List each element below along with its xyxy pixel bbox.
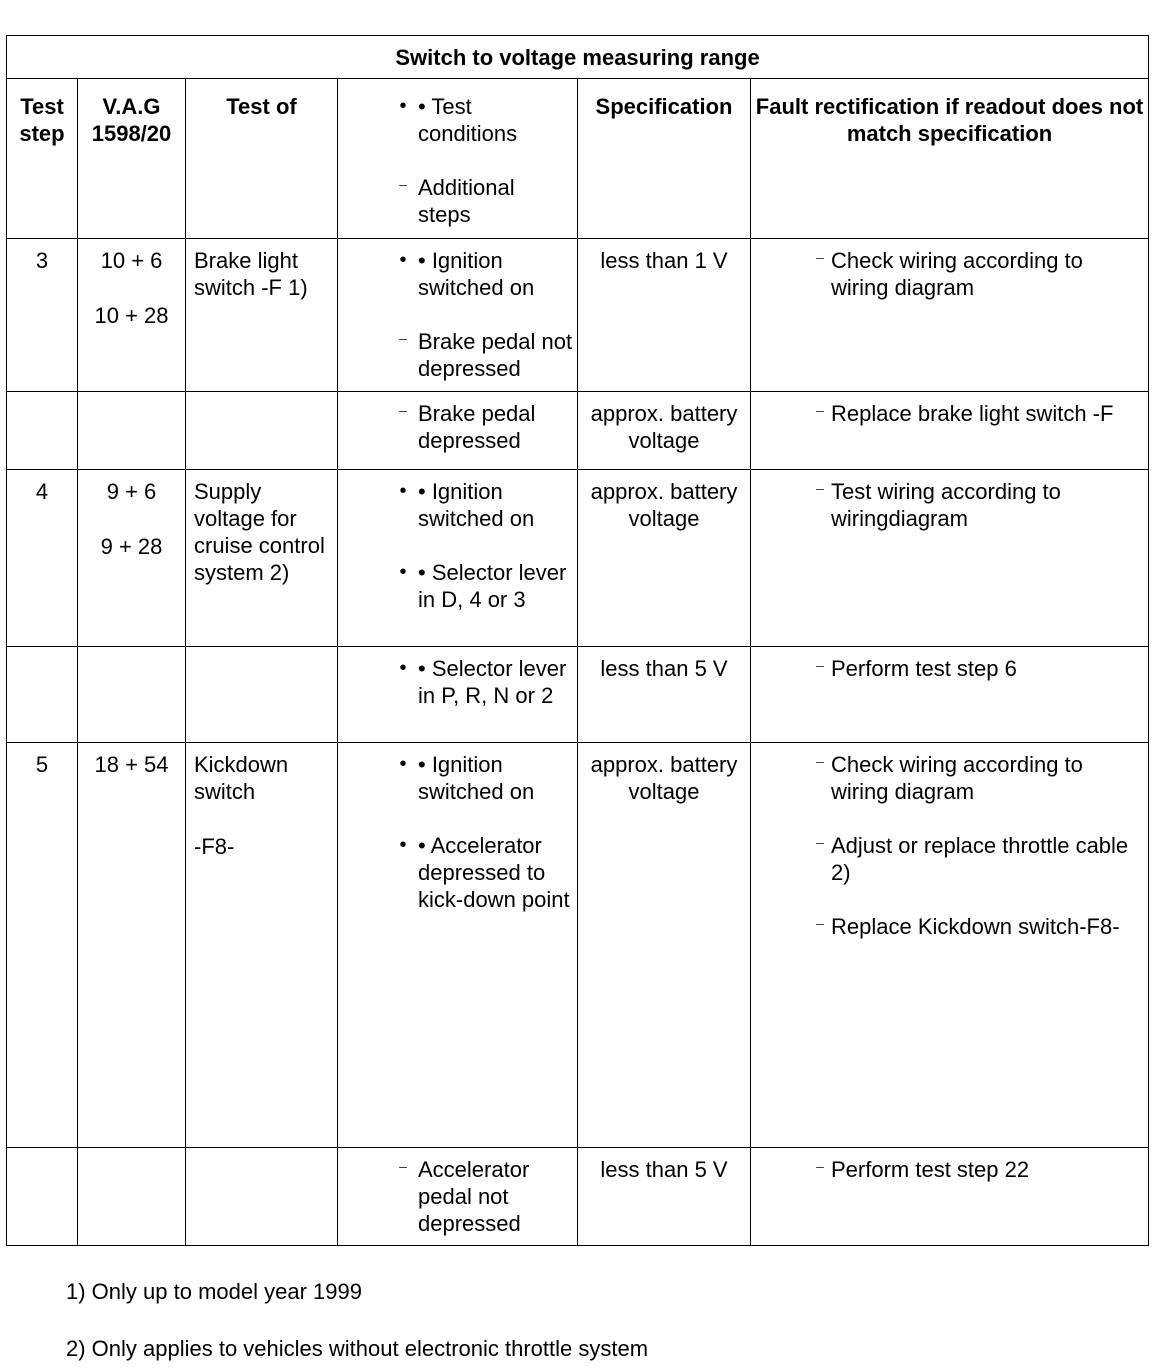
condition-item: • • Ignition switched on [338,478,573,532]
cell-conditions [338,743,578,1148]
cell-conditions [338,392,578,470]
fix-item: – Test wiring according to wiringdiagram [751,478,1142,532]
bullet-icon: • [399,834,407,856]
cell-conditions [338,647,578,743]
cell-test-step [7,647,78,743]
fix-item: – Replace Kickdown switch-F8- [751,913,1142,940]
footnote-2: 2) Only applies to vehicles without electronic throttle system [66,1336,649,1361]
cell-test-of [186,1148,338,1246]
dash-icon: – [816,657,824,673]
cell-fault-rectification [751,743,1149,1148]
cell-specification: approx. battery voltage [578,470,751,647]
cell-specification: less than 5 V [578,647,751,743]
cell-fault-rectification [751,239,1149,392]
dash-icon: – [816,1158,824,1174]
cell-test-of: Supply voltage for cruise control system 2) [186,470,338,647]
cell-vag: 9 + 6 9 + 28 [78,470,186,647]
condition-item: • • Accelerator depressed to kick-down point [338,832,573,913]
bullet-icon: • [399,480,407,502]
condition-item: • • Ignition switched on [338,247,573,301]
cell-vag [78,1148,186,1246]
cell-conditions [338,470,578,647]
dash-icon: – [399,176,407,192]
fix-item: – Perform test step 22 [751,1156,1142,1183]
table-row [7,239,1149,392]
cell-conditions [338,1148,578,1246]
bullet-icon: • [399,249,407,271]
dash-icon: – [816,915,824,931]
dash-icon: – [816,753,824,769]
cell-specification: less than 5 V [578,1148,751,1246]
footnote-1: 1) Only up to model year 1999 [66,1279,362,1304]
header-conditions: • • Test conditions – Additional steps [338,79,578,239]
fix-item: – Perform test step 6 [751,655,1142,682]
dash-icon: – [399,1158,407,1174]
dash-icon: – [399,330,407,346]
cell-fault-rectification [751,1148,1149,1246]
cell-vag [78,392,186,470]
condition-item: • • Selector lever in D, 4 or 3 [338,559,573,613]
condition-item: • • Ignition switched on [338,751,573,805]
condition-item: – Brake pedal depressed [338,400,573,454]
cell-vag: 18 + 54 [78,743,186,1148]
bullet-icon: • [399,561,407,583]
cell-vag [78,647,186,743]
dash-icon: – [816,249,824,265]
cell-specification: approx. battery voltage [578,392,751,470]
cell-fault-rectification [751,470,1149,647]
bullet-icon: • [399,95,407,117]
bullet-icon: • [399,657,407,679]
cell-conditions [338,239,578,392]
fix-item: – Replace brake light switch -F [751,400,1142,427]
cell-test-step [7,392,78,470]
table-row [7,743,1149,1148]
header-test-step: Test step [7,79,78,239]
table-row [7,392,1149,470]
header-test-of: Test of [186,79,338,239]
dash-icon: – [816,834,824,850]
cell-specification: approx. battery voltage [578,743,751,1148]
header-vag: V.A.G 1598/20 [78,79,186,239]
header-specification: Specification [578,79,751,239]
fix-item: – Check wiring according to wiring diagram [751,751,1142,805]
fix-item: – Check wiring according to wiring diagram [751,247,1142,301]
table-title: Switch to voltage measuring range [7,36,1149,79]
cell-test-of: Kickdown switch -F8- [186,743,338,1148]
cell-test-step: 3 [7,239,78,392]
cell-test-step [7,1148,78,1246]
bullet-icon: • [399,753,407,775]
cell-test-step: 4 [7,470,78,647]
test-table [6,35,1149,1246]
condition-item: – Accelerator pedal not depressed [338,1156,573,1237]
cell-fault-rectification [751,647,1149,743]
cell-fault-rectification [751,392,1149,470]
dash-icon: – [816,480,824,496]
header-fault-rectification: Fault rectification if readout does not match specification [751,79,1149,239]
cell-test-of [186,392,338,470]
cell-specification: less than 1 V [578,239,751,392]
table-row [7,470,1149,647]
dash-icon: – [816,402,824,418]
fix-item: – Adjust or replace throttle cable 2) [751,832,1142,886]
cell-test-of [186,647,338,743]
cell-test-of: Brake light switch -F 1) [186,239,338,392]
cell-test-step: 5 [7,743,78,1148]
cell-vag: 10 + 6 10 + 28 [78,239,186,392]
condition-item: – Brake pedal not depressed [338,328,573,382]
dash-icon: – [399,402,407,418]
condition-item: • • Selector lever in P, R, N or 2 [338,655,573,709]
table-row [7,1148,1149,1246]
table-row [7,647,1149,743]
